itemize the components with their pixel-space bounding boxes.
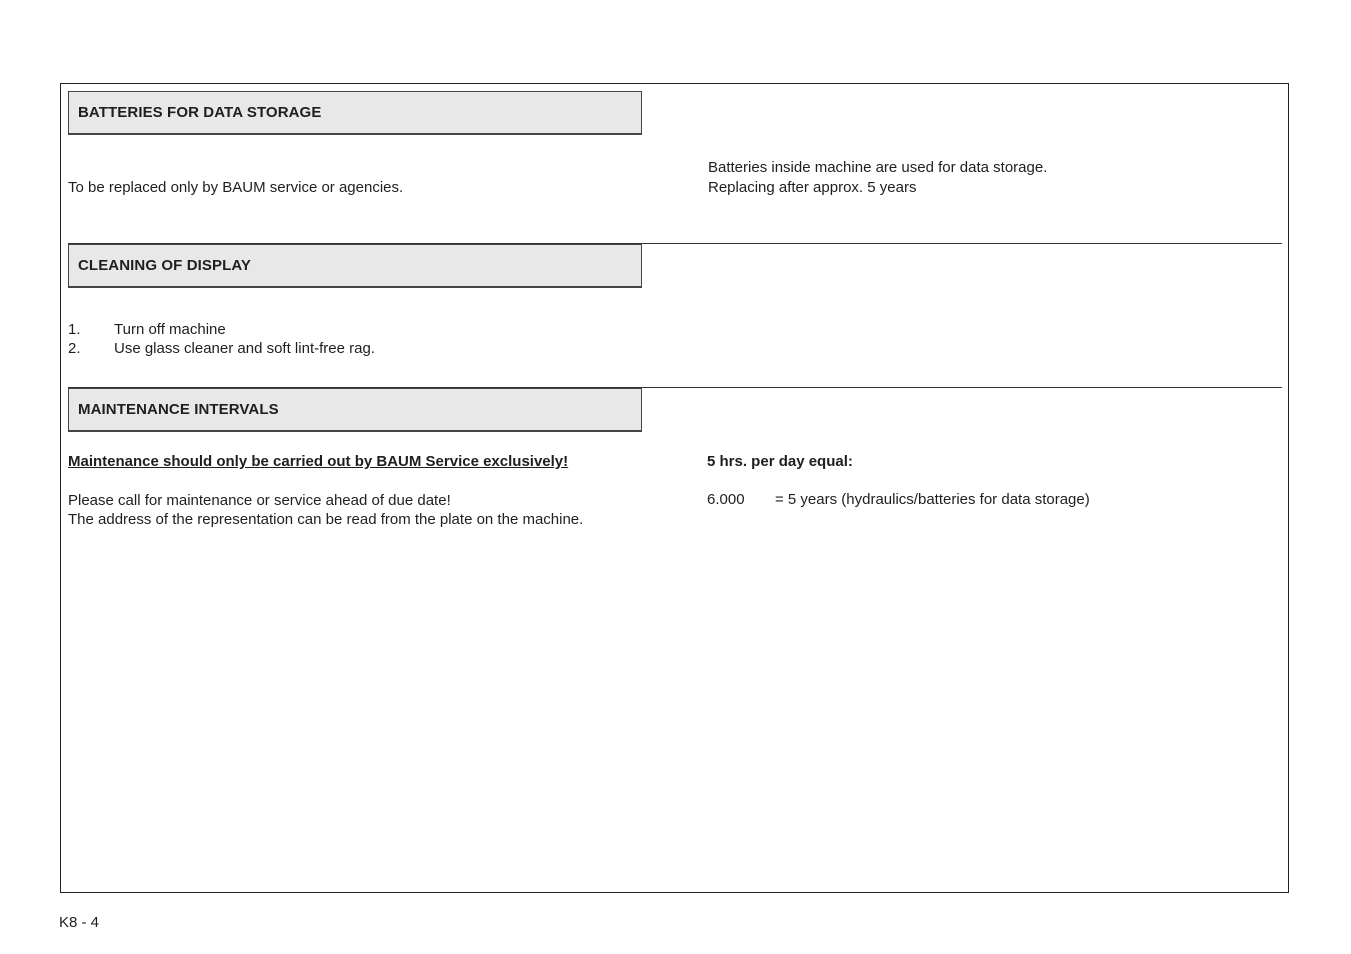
batteries-interval-note: Replacing after approx. 5 years	[708, 179, 917, 196]
maintenance-call-note: Please call for maintenance or service ahead of due date!	[68, 492, 451, 509]
heading-cleaning	[68, 244, 642, 288]
maintenance-interval-description: = 5 years (hydraulics/batteries for data storage)	[775, 491, 1090, 508]
cleaning-step-number: 1.	[68, 321, 81, 338]
heading-cleaning-label: CLEANING OF DISPLAY	[78, 257, 252, 274]
heading-maintenance-label: MAINTENANCE INTERVALS	[78, 401, 279, 418]
batteries-usage-note: Batteries inside machine are used for data storage.	[708, 159, 1048, 176]
page-number: K8 - 4	[59, 914, 100, 931]
cleaning-step-text: Turn off machine	[114, 321, 226, 338]
batteries-replacement-note: To be replaced only by BAUM service or agencies.	[68, 179, 404, 196]
document-frame	[60, 83, 1289, 893]
cleaning-step-number: 2.	[68, 340, 81, 357]
cleaning-step	[68, 339, 375, 359]
heading-batteries	[68, 91, 642, 135]
heading-maintenance	[68, 388, 642, 432]
heading-batteries-label: BATTERIES FOR DATA STORAGE	[78, 104, 322, 121]
cleaning-step	[68, 320, 226, 340]
cleaning-step-text: Use glass cleaner and soft lint-free rag.	[114, 340, 375, 357]
maintenance-interval-title: 5 hrs. per day equal:	[707, 453, 853, 470]
maintenance-interval-value: 6.000	[707, 491, 745, 508]
maintenance-warning: Maintenance should only be carried out by BAUM Service exclusively!	[68, 453, 569, 470]
maintenance-address-note: The address of the representation can be read from the plate on the machine.	[68, 511, 584, 528]
